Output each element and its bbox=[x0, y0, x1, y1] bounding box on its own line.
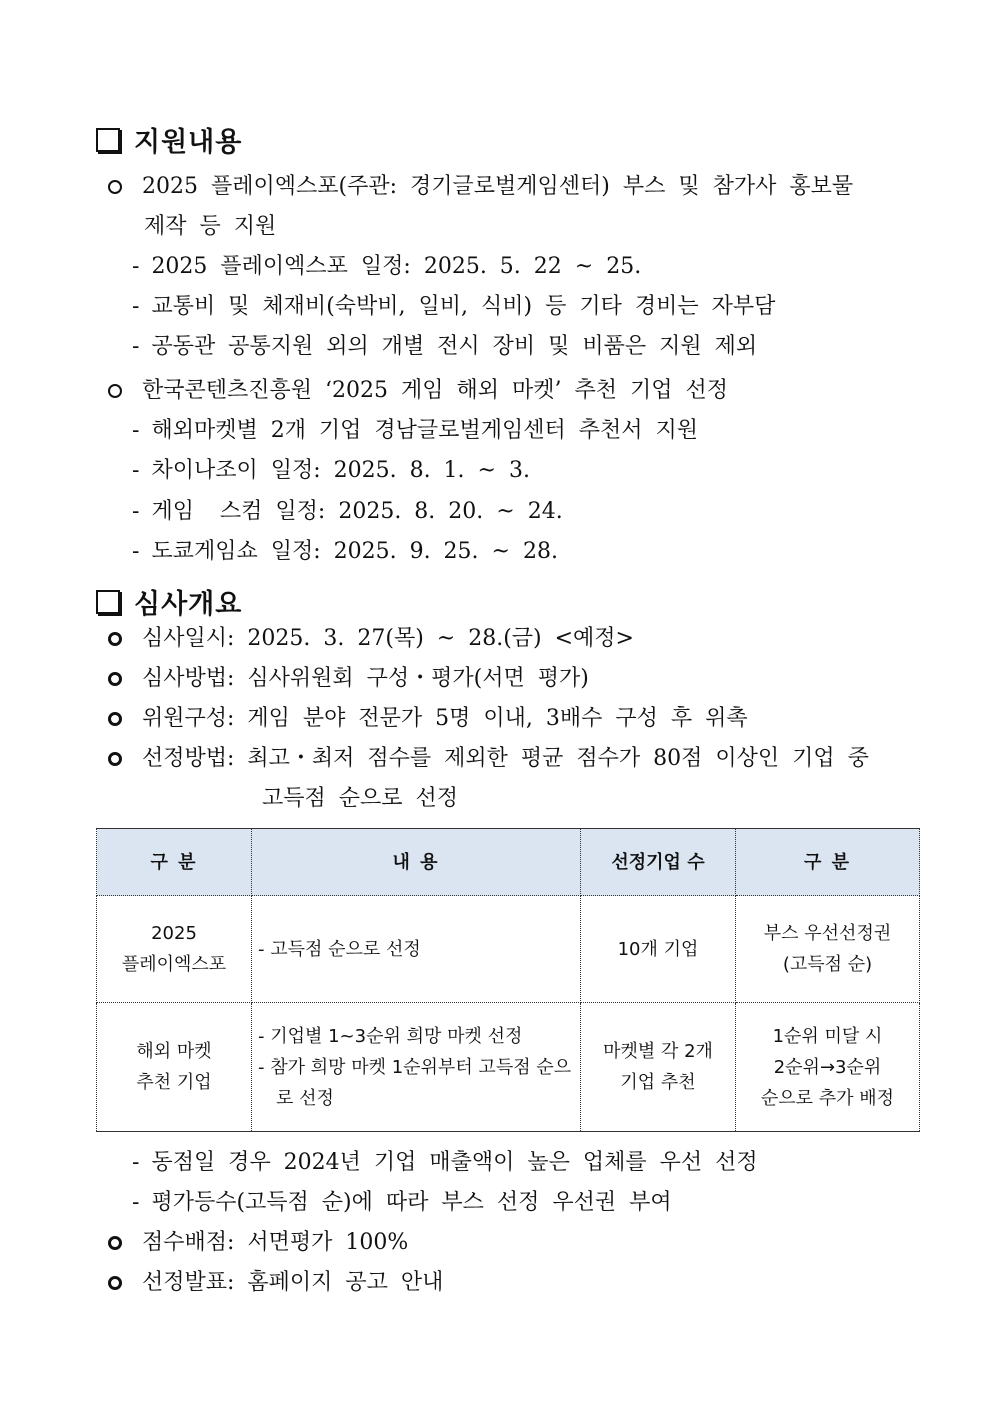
sub-item: - 도쿄게임쇼 일정: 2025. 9. 25. ~ 28. bbox=[132, 539, 558, 564]
circle-bullet-icon bbox=[108, 672, 122, 686]
circle-bullet-icon bbox=[108, 752, 122, 766]
section-title: 심사개요 bbox=[134, 589, 243, 620]
table-cell: 마켓별 각 2개 기업 추천 bbox=[581, 1003, 736, 1132]
table-cell: 해외 마켓 추천 기업 bbox=[97, 1003, 252, 1132]
bullet-item-market: 한국콘텐츠진흥원 ‘2025 게임 해외 마켓’ 추천 기업 선정 bbox=[108, 376, 728, 406]
checkbox-icon bbox=[96, 128, 120, 152]
circle-bullet-icon bbox=[108, 632, 122, 646]
table-cell: 부스 우선선정권 (고득점 순) bbox=[736, 896, 920, 1003]
table-row bbox=[97, 1003, 920, 1132]
circle-bullet-icon bbox=[108, 180, 122, 194]
table-cell: 2025 플레이엑스포 bbox=[97, 896, 252, 1003]
table-header: 선정기업 수 bbox=[581, 829, 736, 896]
circle-bullet-icon bbox=[108, 384, 122, 398]
bullet-item-score: 점수배점: 서면평가 100% bbox=[108, 1228, 408, 1258]
bullet-item-review-method: 심사방법: 심사위원회 구성・평가(서면 평가) bbox=[108, 664, 589, 694]
table-cell: - 기업별 1~3순위 희망 마켓 선정 - 참가 희망 마켓 1순위부터 고득점 순으로 선정 bbox=[252, 1003, 581, 1132]
sub-item: - 동점일 경우 2024년 기업 매출액이 높은 업체를 우선 선정 bbox=[132, 1150, 758, 1175]
section-title: 지원내용 bbox=[134, 127, 243, 158]
table-cell: 10개 기업 bbox=[581, 896, 736, 1003]
table-header: 내 용 bbox=[252, 829, 581, 896]
sub-item: - 교통비 및 체재비(숙박비, 일비, 식비) 등 기타 경비는 자부담 bbox=[132, 294, 776, 319]
sub-item: - 2025 플레이엑스포 일정: 2025. 5. 22 ~ 25. bbox=[132, 254, 642, 279]
sub-item: - 평가등수(고득점 순)에 따라 부스 선정 우선권 부여 bbox=[132, 1190, 672, 1215]
bullet-item-continuation: 고득점 순으로 선정 bbox=[262, 786, 459, 811]
sub-item: - 공동관 공통지원 외의 개별 전시 장비 및 비품은 지원 제외 bbox=[132, 334, 758, 359]
bullet-item-selection-method: 선정방법: 최고・최저 점수를 제외한 평균 점수가 80점 이상인 기업 중 bbox=[108, 744, 869, 774]
selection-table bbox=[96, 828, 920, 1132]
bullet-item-playexpo: 2025 플레이엑스포(주관: 경기글로벌게임센터) 부스 및 참가사 홍보물 bbox=[108, 172, 853, 202]
circle-bullet-icon bbox=[108, 712, 122, 726]
table-cell: - 고득점 순으로 선정 bbox=[252, 896, 581, 1003]
bullet-item-review-date: 심사일시: 2025. 3. 27(목) ~ 28.(금) <예정> bbox=[108, 624, 634, 654]
sub-item: - 게임 스컴 일정: 2025. 8. 20. ~ 24. bbox=[132, 499, 563, 524]
circle-bullet-icon bbox=[108, 1236, 122, 1250]
sub-item: - 차이나조이 일정: 2025. 8. 1. ~ 3. bbox=[132, 458, 530, 483]
checkbox-icon bbox=[96, 590, 120, 614]
table-row bbox=[97, 896, 920, 1003]
table-header: 구 분 bbox=[736, 829, 920, 896]
section-heading-review bbox=[96, 582, 242, 621]
section-heading-support bbox=[96, 120, 242, 159]
table-cell: 1순위 미달 시 2순위→3순위 순으로 추가 배정 bbox=[736, 1003, 920, 1132]
table-header-row bbox=[97, 829, 920, 896]
bullet-item-announcement: 선정발표: 홈페이지 공고 안내 bbox=[108, 1268, 443, 1298]
sub-item: - 해외마켓별 2개 기업 경남글로벌게임센터 추천서 지원 bbox=[132, 418, 698, 443]
bullet-item-committee: 위원구성: 게임 분야 전문가 5명 이내, 3배수 구성 후 위촉 bbox=[108, 704, 748, 734]
table-header: 구 분 bbox=[97, 829, 252, 896]
bullet-item-continuation: 제작 등 지원 bbox=[144, 214, 277, 239]
circle-bullet-icon bbox=[108, 1276, 122, 1290]
